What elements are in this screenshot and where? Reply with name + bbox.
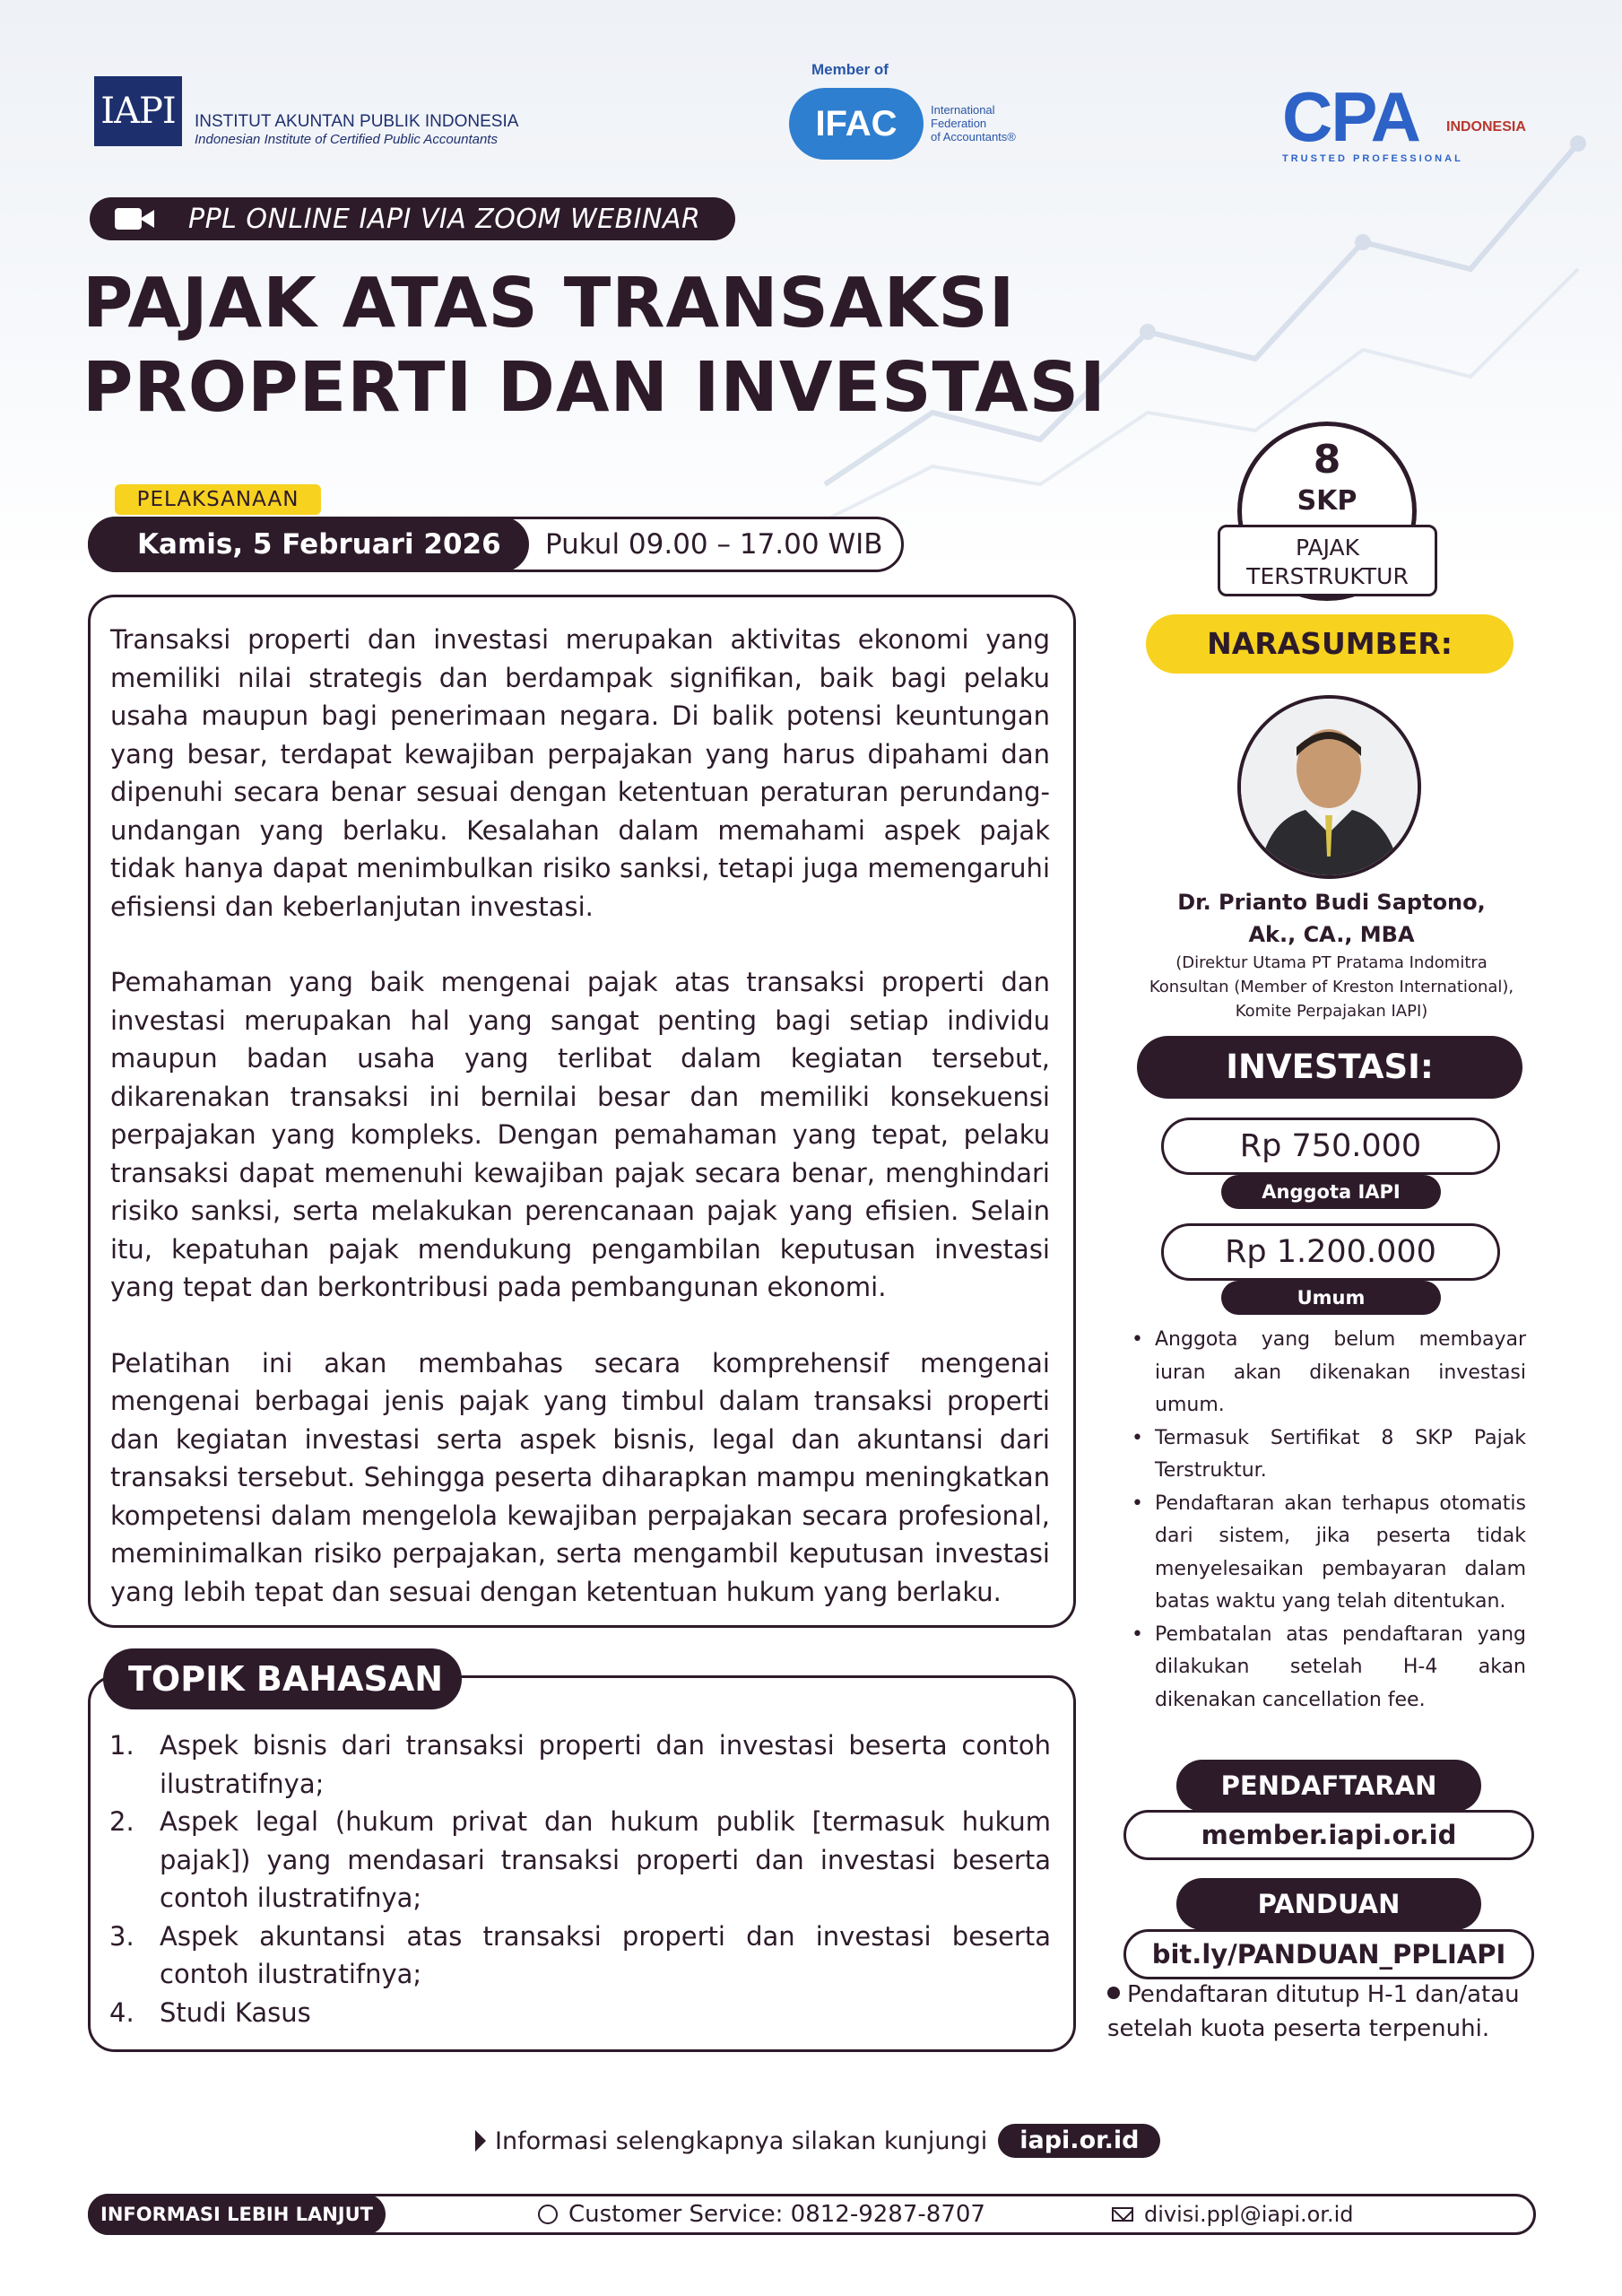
investment-notes — [1132, 1324, 1526, 1717]
video-camera-icon — [115, 206, 156, 231]
iapi-name: INSTITUT AKUNTAN PUBLIK INDONESIA — [195, 112, 519, 131]
website-link[interactable]: iapi.or.id — [998, 2124, 1160, 2158]
skp-number: 8 — [1313, 437, 1341, 483]
price-public-label: Umum — [1221, 1281, 1441, 1315]
topics-heading: TOPIK BAHASAN — [103, 1648, 462, 1709]
investment-heading: INVESTASI: — [1137, 1036, 1522, 1099]
description-paragraph-2: Pemahaman yang baik mengenai pajak atas transaksi properti dan investasi merupakan hal yang sangat penting bagi setiap individu maupun badan usaha yang terlibat dalam kegiatan tersebut, dikarenakan transaksi ini bernilai besar dan memiliki konsekuensi perpajakan yang kompleks. Dengan pemahaman yang tepat, pelaku transaksi dapat memenuhi kewajiban pajak secara benar, menghindari risiko sanksi, serta melakukan perencanaan pajak yang efisien. Selain itu, kepatuhan pajak mendukung pengambilan keputusan investasi yang tepat dan berkontribusi pada pembangunan ekonomi. — [110, 967, 1050, 1302]
topic-text: Aspek akuntansi atas transaksi properti dan investasi beserta contoh ilustratifnya; — [160, 1920, 1051, 1989]
speaker-role-line-1: (Direktur Utama PT Pratama Indomitra — [1175, 953, 1488, 972]
banner-text: PPL ONLINE IAPI VIA ZOOM WEBINAR — [188, 203, 701, 235]
price-member: Rp 750.000 — [1161, 1118, 1500, 1175]
ifac-full-name — [931, 103, 1016, 144]
skp-category — [1218, 525, 1437, 596]
topic-number: 3. — [109, 1920, 134, 1952]
bullet-icon: • — [1132, 1328, 1143, 1351]
description-paragraph-1: Transaksi properti dan investasi merupakan aktivitas ekonomi yang memiliki nilai strategis dan berdampak signifikan, baik bagi pelaku usaha maupun bagi penerimaan negara. Di balik potensi keuntungan yang besar, terdapat kewajiban perpajakan yang harus dipahami dan dipenuhi secara benar sesuai dengan ketentuan peraturan perundang-undangan yang berlaku. Kesalahan dalam memahami aspek pajak tidak hanya dapat menimbulkan risiko sanksi, tetapi juga memengaruhi efisiensi dan keberlanjutan investasi. — [110, 624, 1050, 922]
iapi-logo-mark: IAPI — [94, 76, 182, 146]
whatsapp-icon — [538, 2205, 558, 2224]
ifac-logo — [789, 61, 1058, 160]
speaker-role-line-2: Konsultan (Member of Kreston International), — [1149, 978, 1514, 996]
price-member-label: Anggota IAPI — [1221, 1175, 1441, 1209]
skp-category-line-1: PAJAK — [1295, 535, 1359, 561]
speaker-role — [1121, 951, 1542, 1023]
schedule-time: Pukul 09.00 – 17.00 WIB — [545, 528, 883, 561]
note-text: Pendaftaran akan terhapus otomatis dari sistem, jika peserta tidak menyelesaikan pembayaran dalam batas waktu yang telah ditentukan. — [1155, 1492, 1526, 1613]
topic-item — [109, 1726, 1051, 1803]
iapi-logo — [94, 76, 519, 148]
note-item — [1132, 1324, 1526, 1422]
schedule-tag: PELAKSANAAN — [115, 484, 321, 515]
bullet-icon: • — [1132, 1426, 1143, 1449]
note-item — [1132, 1422, 1526, 1488]
cpa-logo-country: INDONESIA — [1446, 119, 1526, 135]
topic-text: Aspek legal (hukum privat dan hukum publik [termasuk hukum pajak]) yang mendasari transaksi properti dan investasi beserta contoh ilustratifnya; — [160, 1806, 1051, 1913]
cpa-logo-tagline: TRUSTED PROFESSIONAL — [1282, 153, 1463, 164]
price-public: Rp 1.200.000 — [1161, 1223, 1500, 1281]
ifac-line-1: International — [931, 103, 995, 117]
guide-heading: PANDUAN — [1176, 1878, 1481, 1930]
ifac-line-2: Federation — [931, 117, 987, 130]
play-arrow-icon — [475, 2130, 486, 2152]
topic-number: 2. — [109, 1806, 134, 1837]
contact-email — [1112, 2194, 1354, 2235]
note-text: Pembatalan atas pendaftaran yang dilakukan setelah H-4 akan dikenakan cancellation fee. — [1155, 1622, 1526, 1711]
note-item — [1132, 1488, 1526, 1619]
skp-category-line-2: TERSTRUKTUR — [1246, 563, 1409, 589]
speaker-heading: NARASUMBER: — [1146, 614, 1514, 674]
bullet-icon: • — [1132, 1622, 1143, 1646]
cpa-indonesia-logo — [1278, 76, 1547, 166]
topic-item — [109, 1994, 1051, 2032]
more-info-text: Informasi selengkapnya silakan kunjungi — [495, 2126, 988, 2155]
speaker-photo — [1237, 695, 1421, 879]
note-item — [1132, 1619, 1526, 1718]
topic-item — [109, 1918, 1051, 1994]
topics-list — [109, 1726, 1051, 2031]
closing-text: Pendaftaran ditutup H-1 dan/atau setelah kuota peserta terpenuhi. — [1107, 1981, 1520, 2042]
note-text: Anggota yang belum membayar iuran akan dikenakan investasi umum. — [1155, 1328, 1526, 1416]
title-line-2: PROPERTI DAN INVESTASI — [82, 348, 1106, 428]
ifac-line-3: of Accountants® — [931, 130, 1016, 144]
speaker-name-line-1: Dr. Prianto Budi Saptono, — [1177, 890, 1486, 915]
cpa-logo-word: CPA — [1282, 77, 1419, 156]
customer-service — [538, 2194, 985, 2235]
footer-tag: INFORMASI LEBIH LANJUT — [88, 2194, 386, 2235]
topic-text: Aspek bisnis dari transaksi properti dan investasi beserta contoh ilustratifnya; — [160, 1730, 1051, 1799]
webinar-banner — [90, 197, 735, 240]
ifac-member-label: Member of — [811, 61, 889, 78]
speaker-portrait-icon — [1241, 699, 1418, 875]
registration-link[interactable]: member.iapi.or.id — [1123, 1810, 1534, 1860]
topic-text: Studi Kasus — [160, 1996, 311, 2028]
speaker-name — [1121, 886, 1542, 951]
description-paragraph-3: Pelatihan ini akan membahas secara komprehensif mengenai mengenai berbagai jenis pajak yang timbul dalam transaksi properti dan kegiatan investasi serta aspek bisnis, legal dan akuntansi dari transaksi tersebut. Sehingga peserta diharapkan mampu meningkatkan kompetensi dalam mengelola kewajiban perpajakan secara profesional, meminimalkan risiko perpajakan, serta mengambil keputusan investasi yang lebih tepat dan sesuai dengan ketentuan hukum yang berlaku. — [110, 1347, 1050, 1607]
more-info-line — [475, 2121, 1193, 2161]
iapi-name-english: Indonesian Institute of Certified Public Accountants — [195, 132, 498, 147]
contact-email-text[interactable]: divisi.ppl@iapi.or.id — [1144, 2202, 1354, 2227]
bullet-icon — [1107, 1987, 1120, 1999]
topic-item — [109, 1803, 1051, 1918]
registration-closing-note — [1107, 1978, 1538, 2046]
topic-number: 1. — [109, 1730, 134, 1761]
speaker-name-line-2: Ak., CA., MBA — [1248, 922, 1415, 947]
bullet-icon: • — [1132, 1492, 1143, 1515]
schedule-date: Kamis, 5 Februari 2026 — [88, 517, 529, 572]
title-line-1: PAJAK ATAS TRANSAKSI — [82, 264, 1016, 344]
topic-number: 4. — [109, 1996, 134, 2028]
guide-link[interactable]: bit.ly/PANDUAN_PPLIAPI — [1123, 1929, 1534, 1979]
customer-service-text[interactable]: Customer Service: 0812-9287-8707 — [568, 2201, 985, 2228]
note-text: Termasuk Sertifikat 8 SKP Pajak Terstruktur. — [1155, 1426, 1526, 1482]
speaker-role-line-3: Komite Perpajakan IAPI) — [1235, 1002, 1428, 1021]
page-title — [82, 262, 1248, 430]
mail-icon — [1112, 2207, 1133, 2222]
ifac-logo-mark: IFAC — [789, 88, 924, 160]
registration-heading: PENDAFTARAN — [1176, 1760, 1481, 1812]
skp-label: SKP — [1297, 485, 1357, 517]
description-box — [88, 595, 1076, 1628]
